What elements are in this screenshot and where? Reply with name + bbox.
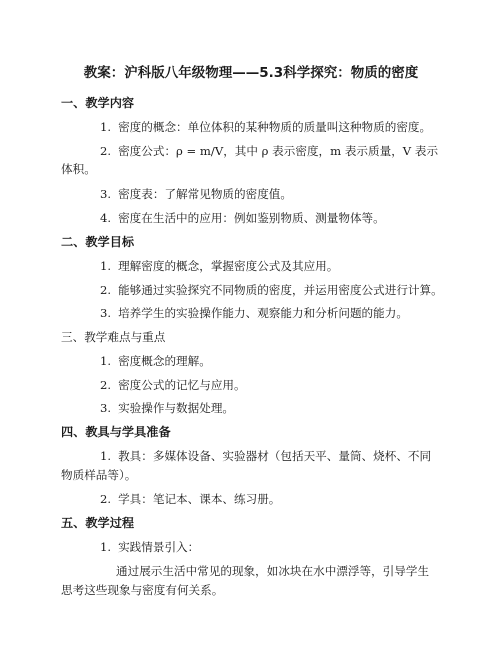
list-item	[100, 539, 199, 555]
list-item	[100, 210, 385, 226]
item-text: 实践情景引入：	[118, 540, 200, 554]
item-number: 4.	[100, 211, 112, 225]
item-number: 2.	[100, 378, 112, 392]
section-heading-teaching-content: 一、教学内容	[61, 96, 135, 110]
item-continuation: 体积。	[61, 162, 96, 176]
item-number: 2.	[100, 283, 112, 297]
item-number: 2.	[100, 492, 112, 506]
item-text: 教具：多媒体设备、实验器材（包括天平、量筒、烧杯、不同	[118, 449, 432, 463]
list-item	[100, 353, 211, 369]
item-number: 1.	[100, 540, 112, 554]
item-number: 3.	[100, 187, 112, 201]
item-text: 密度公式的记忆与应用。	[118, 378, 246, 392]
item-number: 1.	[100, 120, 112, 134]
list-item	[100, 186, 292, 202]
item-text: 密度概念的理解。	[118, 354, 211, 368]
item-text: 实验操作与数据处理。	[118, 401, 235, 415]
item-text: 密度表：了解常见物质的密度值。	[118, 187, 292, 201]
list-item	[100, 400, 234, 416]
section-heading-teaching-goals: 二、教学目标	[61, 235, 135, 249]
item-number: 1.	[100, 354, 112, 368]
document-title: 教案：沪科版八年级物理——5.3科学探究：物质的密度	[83, 65, 419, 81]
section-heading-teaching-process: 五、教学过程	[61, 516, 135, 530]
item-text: 培养学生的实验操作能力、观察能力和分析问题的能力。	[118, 306, 408, 320]
item-text: 能够通过实验探究不同物质的密度，并运用密度公式进行计算。	[118, 283, 443, 297]
item-number: 3.	[100, 306, 112, 320]
list-item	[100, 119, 431, 135]
item-number: 1.	[100, 449, 112, 463]
list-item	[100, 377, 246, 393]
list-item	[100, 282, 443, 298]
list-item	[100, 143, 438, 159]
paragraph-continuation: 思考这些现象与密度有何关系。	[61, 583, 224, 597]
list-item	[100, 258, 338, 274]
list-item	[100, 305, 408, 321]
item-text: 密度公式：ρ = m/V，其中 ρ 表示密度，m 表示质量，V 表示	[118, 144, 439, 158]
item-number: 2.	[100, 144, 112, 158]
paragraph-text: 通过展示生活中常见的现象，如冰块在水中漂浮等，引导学生	[116, 564, 430, 578]
item-text: 学具：笔记本、课本、练习册。	[118, 492, 281, 506]
item-text: 密度在生活中的应用：例如鉴别物质、测量物体等。	[118, 211, 385, 225]
item-number: 3.	[100, 401, 112, 415]
list-item	[100, 491, 280, 507]
item-text: 密度的概念：单位体积的某种物质的质量叫这种物质的密度。	[118, 120, 432, 134]
section-heading-teaching-aids: 四、教具与学具准备	[61, 425, 171, 439]
item-text: 理解密度的概念，掌握密度公式及其应用。	[118, 259, 339, 273]
section-heading-difficulties: 三、教学难点与重点	[61, 330, 166, 344]
item-number: 1.	[100, 259, 112, 273]
list-item	[100, 448, 431, 464]
item-continuation: 物质样品等）。	[61, 468, 137, 482]
